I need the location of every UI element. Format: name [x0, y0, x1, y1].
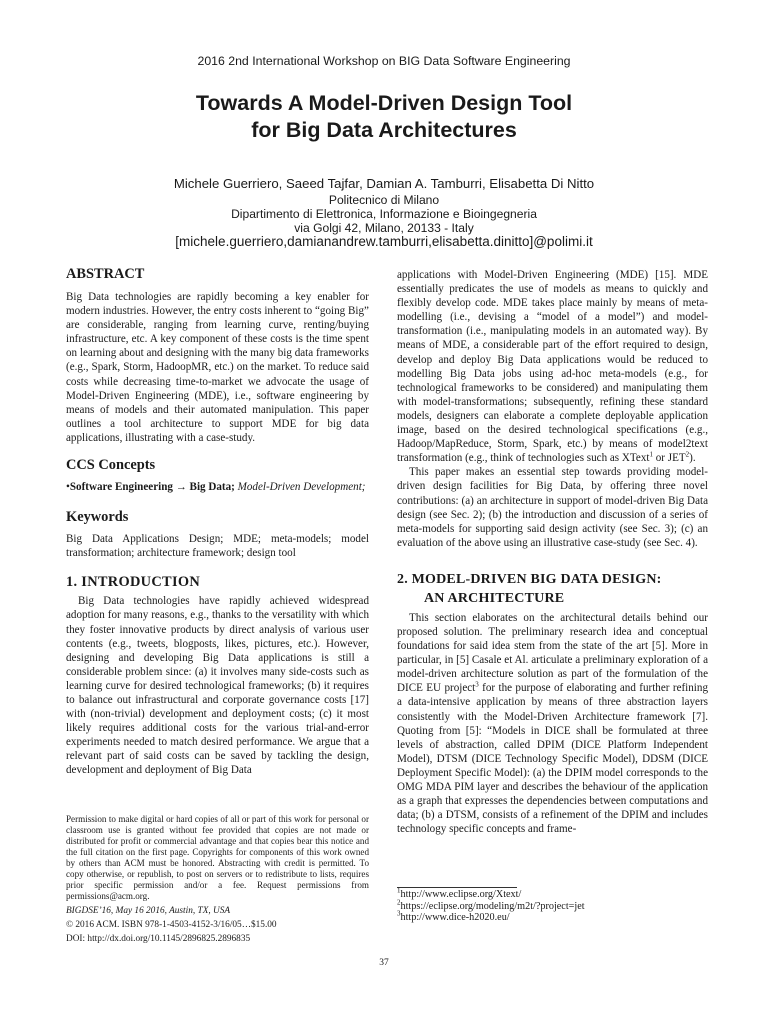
doi-link[interactable]: DOI: http://dx.doi.org/10.1145/2896825.2896835	[66, 934, 251, 944]
ccs-concepts	[66, 480, 369, 494]
ccs-bold-term: Software Engineering → Big Data;	[69, 481, 235, 494]
section-2-heading-line-1: 2. MODEL-DRIVEN BIG DATA DESIGN:	[397, 571, 662, 587]
ccs-italic-term: Model-Driven Development;	[234, 481, 366, 494]
intro-continued-text-c: ).	[689, 452, 696, 465]
footnote-1[interactable]	[397, 886, 708, 901]
footnote-ref-3: 3	[475, 680, 479, 689]
footnote-2-number: 2	[397, 898, 401, 907]
section-2-heading	[397, 570, 708, 608]
permission-block	[66, 814, 369, 945]
ccs-heading: CCS Concepts	[66, 457, 156, 474]
intro-heading: 1. INTRODUCTION	[66, 574, 201, 591]
paper-title	[0, 90, 768, 144]
right-column	[397, 268, 708, 836]
abstract-text: Big Data technologies are rapidly becoming a key enabler for modern industries. However, the entry costs inherent to “going Big” are considerable, ranging from learning curve, renting/buying infrastructure, etc. A key component of these costs is the time spent on learning about and designing with the many big data frameworks (e.g., Spark, Storm, HadoopMR, etc.) on the market. To reduce said costs while decreasing time-to-market we advocate the usage of Model-Driven Engineering (MDE), i.e., software engineering by means of models and their automated manipulation. This paper outlines a tool architecture to support MDE for big data applications, illustrating with a case-study.	[66, 291, 369, 444]
author-list: Michele Guerriero, Saeed Tajfar, Damian A. Tamburri, Elisabetta Di Nitto	[173, 176, 595, 191]
footnote-ref-2: 2	[685, 450, 690, 459]
title-line-2: for Big Data Architectures	[251, 118, 517, 142]
permission-text: Permission to make digital or hard copies of all or part of this work for personal or classroom use is granted without fee provided that copies are not made or distributed for profit or commercial advantage and that copies bear this notice and the full citation on the first page. Copyrights for components of this work owned by others than ACM must be honored. Abstracting with credit is permitted. To copy otherwise, or republish, to post on servers or to redistribute to lists, requires prior specific permission and/or a fee. Request permissions from permissions@acm.org.	[66, 814, 369, 901]
footnote-3-number: 3	[397, 909, 401, 918]
section-2-text-a: This section elaborates on the architectural details behind our proposed solution. The preliminary research idea and conceptual foundations for said idea stem from the state of the art [5]. More in particular, in [5] Casale et Al. articulate a preliminary exploration of a model-driven architecture solution as part of the formulation of the DICE EU project	[397, 611, 708, 695]
page-number: 37	[379, 958, 389, 968]
footnote-ref-1: 1	[649, 450, 653, 459]
author-emails: [michele.guerriero,damianandrew.tamburri,elisabetta.dinitto]@polimi.it	[175, 234, 593, 249]
section-2-text	[397, 611, 708, 837]
keywords-text: Big Data Applications Design; MDE; meta-models; model transformation; architecture framework; design tool	[66, 533, 369, 560]
abstract-heading: ABSTRACT	[66, 266, 145, 282]
conference-header: 2016 2nd International Workshop on BIG Data Software Engineering	[197, 54, 571, 68]
ccs-bullet: •	[66, 481, 70, 494]
footnote-2-url: https://eclipse.org/modeling/m2t/?project=jet	[400, 900, 585, 912]
affiliation-address: via Golgi 42, Milano, 20133 - Italy	[294, 221, 474, 235]
footnotes	[397, 886, 708, 924]
left-column	[66, 266, 369, 778]
footnote-3-url: http://www.dice-h2020.eu/	[400, 912, 510, 924]
footnote-divider	[397, 887, 517, 888]
section-2-text-b: for the purpose of elaborating and further refining a data-intensive application by means of three abstraction layers consistently with the Model-Driven Architecture framework [7]. Quoting from [5]: “Models in DICE shall be formulated at three levels of abstraction, called DPIM (DICE Platform Independent Model), DTSM (DICE Technology Specific Model), DDSM (DICE Deployment Specific Model): (a) the DPIM model corresponds to the OMG MDA PIM layer and describes the behaviour of the application as a graph that expresses the dependencies between computations and data; (b) a DTSM, consists of a refinement of the DPIM and includes technology specific concepts and frame-	[397, 682, 708, 836]
intro-continued-text-b: or JET	[652, 452, 686, 465]
footnote-3[interactable]	[397, 909, 708, 924]
intro-continued	[397, 268, 708, 465]
section-2-heading-line-2: AN ARCHITECTURE	[424, 590, 565, 606]
footnote-1-url: http://www.eclipse.org/Xtext/	[400, 889, 522, 900]
venue-info: BIGDSE’16, May 16 2016, Austin, TX, USA	[66, 906, 231, 916]
copyright-info: © 2016 ACM. ISBN 978-1-4503-4152-3/16/05…$15.00	[66, 920, 277, 930]
title-line-1: Towards A Model-Driven Design Tool	[195, 91, 573, 115]
affiliation-department: Dipartimento di Elettronica, Informazione e Bioingegneria	[231, 207, 537, 221]
keywords-heading: Keywords	[66, 509, 129, 526]
footnote-1-number: 1	[397, 886, 401, 895]
contributions-paragraph: This paper makes an essential step towards providing model-driven design facilities for Big Data, by offering three novel contributions: (a) an architecture in support of model-driven Big Data design (see Sec. 2); (b) the introduction and discussion of a series of meta-models for supporting said design activity (see Sec. 3); (c) an evaluation of the above using an illustrative case-study (see Sec. 4).	[397, 466, 708, 549]
affiliation-university: Politecnico di Milano	[328, 193, 440, 207]
intro-text: Big Data technologies have rapidly achieved widespread adoption for many reasons, e.g., thanks to the versatility with which they foster innovative products by direct analysis of various user contents (e.g., tweets, blogposts, likes, pictures, etc.). However, designing and developing Big Data applications is still a considerable problem since: (a) it involves many side-costs such as learning curve for desired technological frameworks; (b) it requires to balance out infrastructural and corporate governance costs [17] with (non-trivial) development and deployment costs; (c) it most likely requires additional costs for the various trial-and-error experiments needed to match desired performance. We argue that a relevant part of said costs can be saved by tackling the design, development and deployment of Big Data	[66, 595, 369, 777]
footnote-2[interactable]	[397, 898, 708, 913]
intro-continued-text-a: applications with Model-Driven Engineering (MDE) [15]. MDE essentially predicates the use of models as means to quickly and flexibly develop code. MDE takes place mainly by means of meta-modelling (i.e., devising a “model of a model”) and model-transformation (i.e., manipulating models in an automated way). By means of MDE, a considerable part of the effort required to design, develop and deploy Big Data applications would be reduced to modelling Big Data jobs using ad-hoc meta-models (e.g., for technological frameworks to be considered) and manipulating them with model-transformations; subsequently, refining these standard models, designers can elaborate a complete deployable application image, based on the desired technological specifications (e.g., Hadoop/MapReduce, Storm, Spark, etc.) by means of model2text transformation (e.g., think of technologies such as XText	[397, 269, 708, 465]
